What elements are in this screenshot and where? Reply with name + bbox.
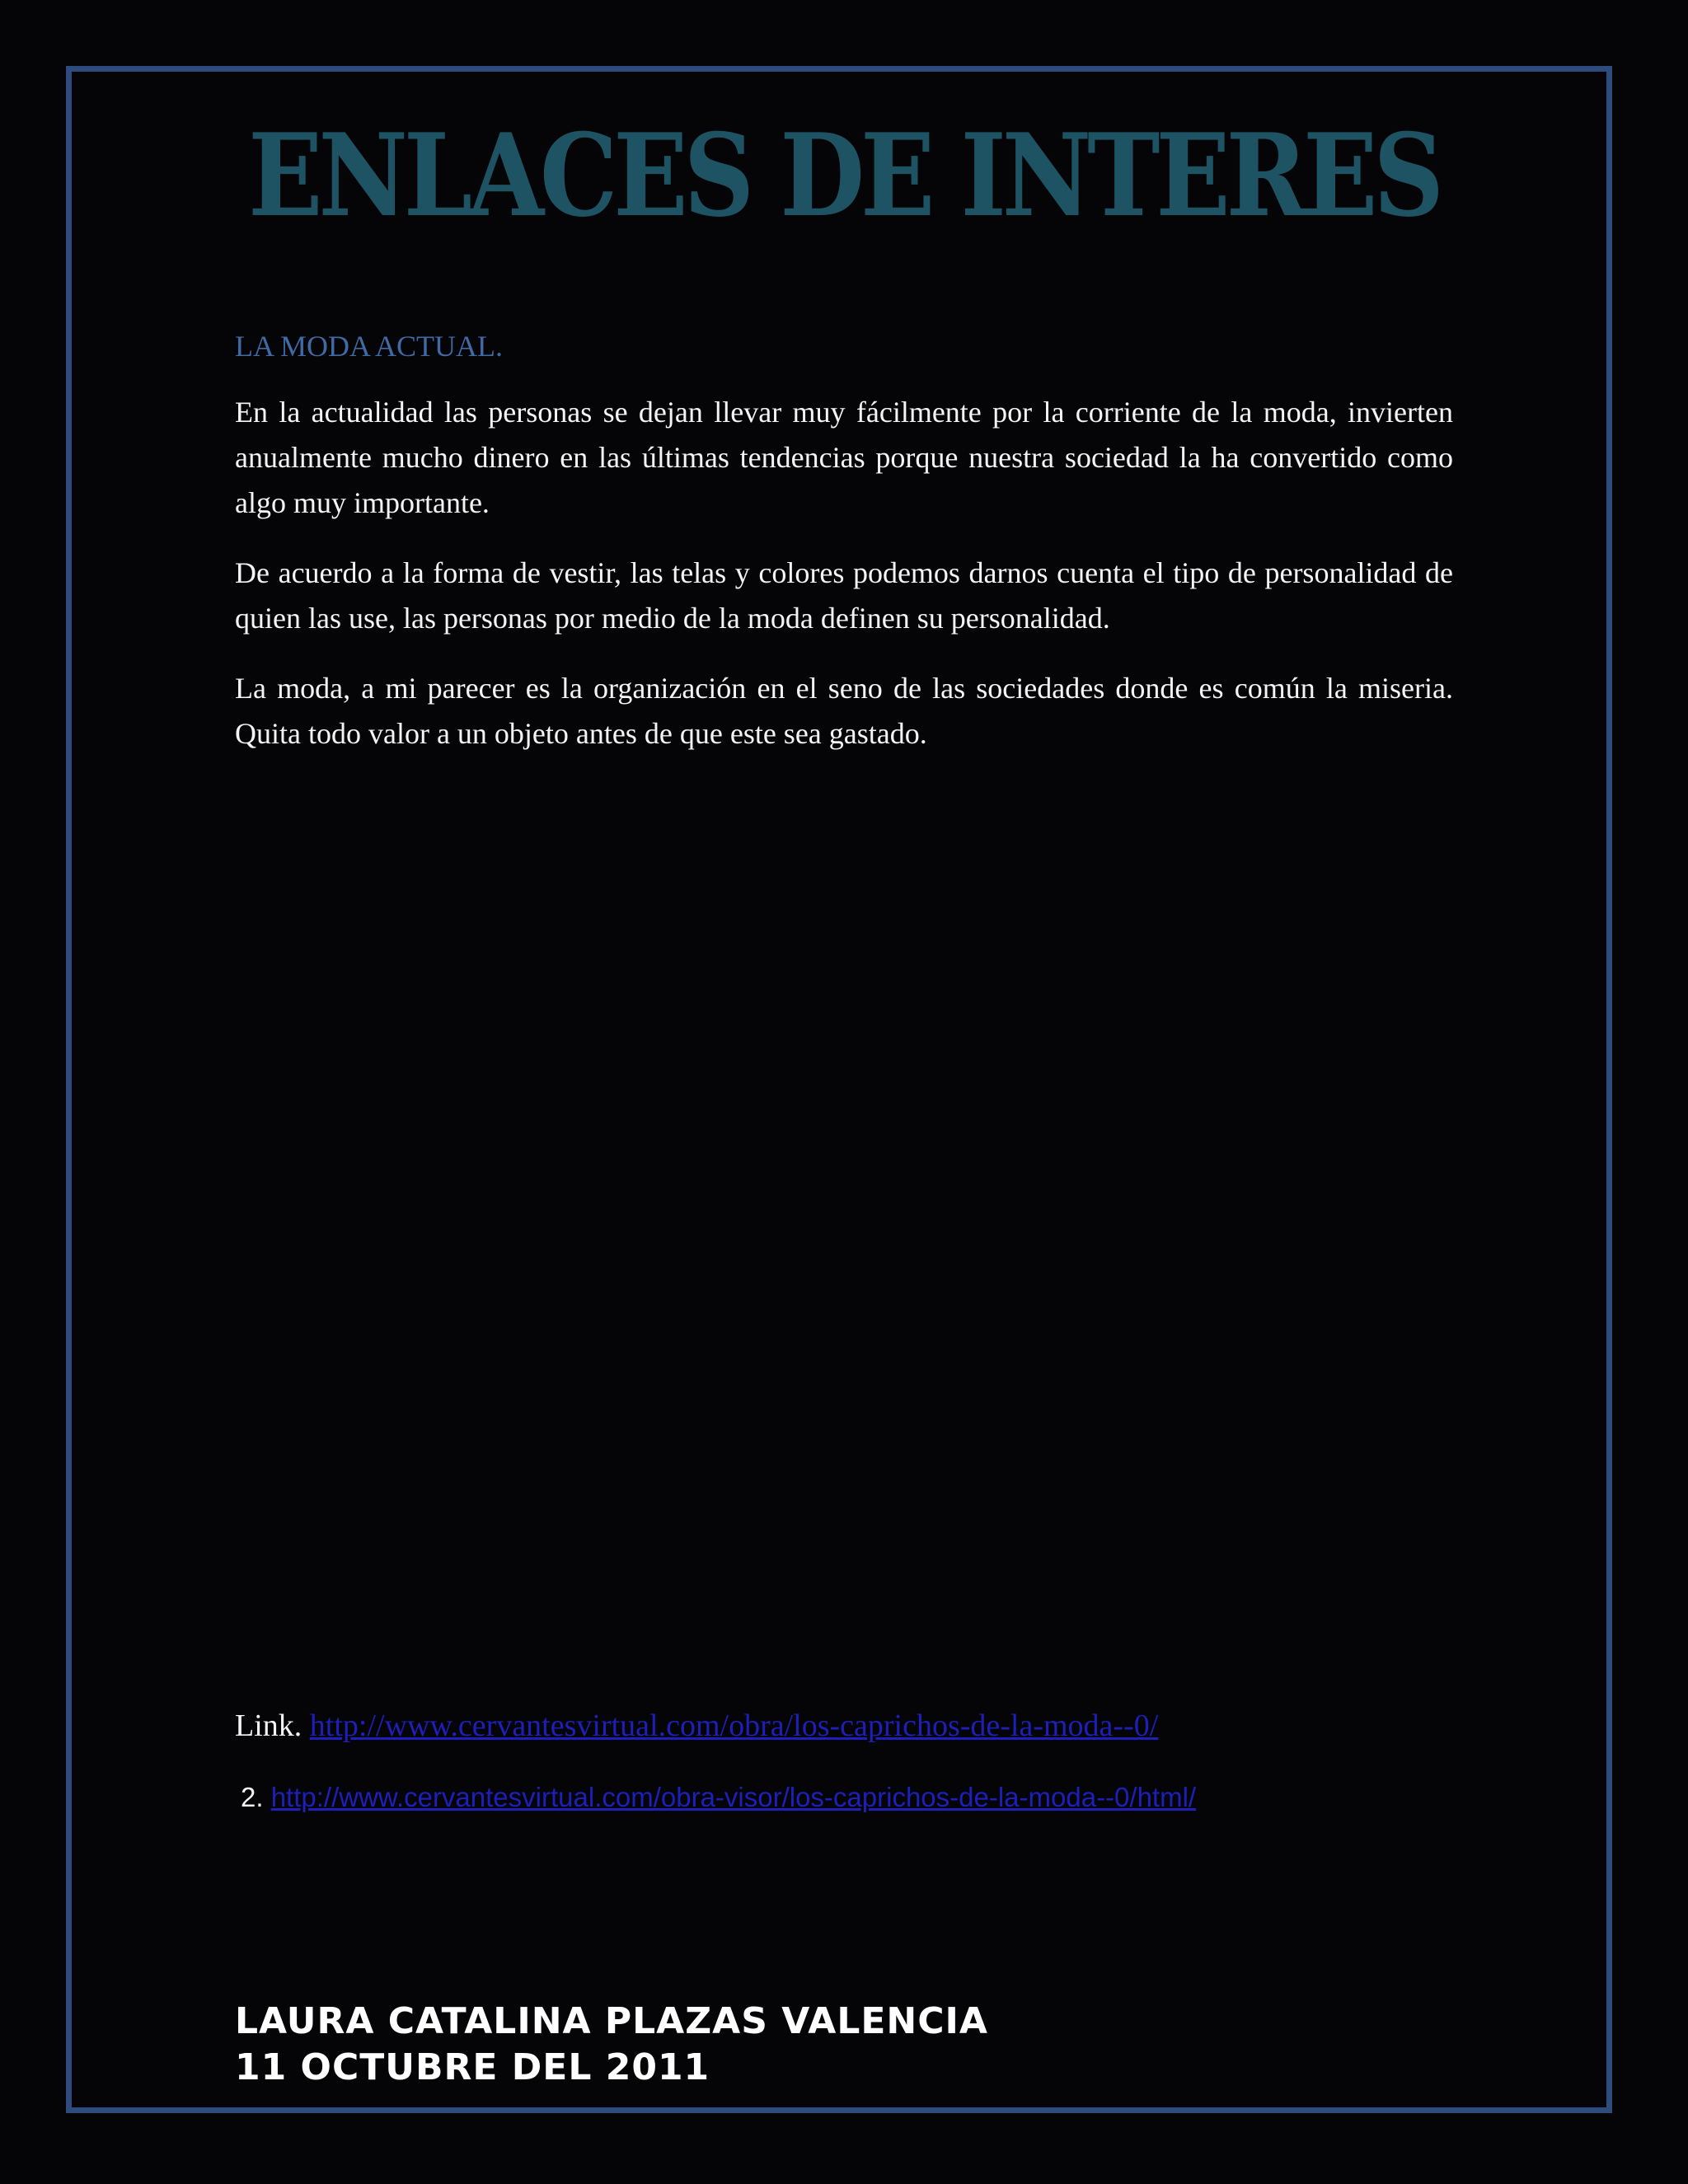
author-name: LAURA CATALINA PLAZAS VALENCIA (235, 2000, 988, 2042)
footer-signature (235, 1999, 988, 2091)
page-title: ENLACES DE INTERES (248, 108, 1440, 242)
footer-date: 11 OCTUBRE DEL 2011 (235, 2046, 710, 2088)
section-heading: LA MODA ACTUAL. (235, 330, 504, 363)
link-prefix-1: Link. (235, 1708, 310, 1743)
link-line-2 (241, 1779, 1196, 1816)
paragraph-1: En la actualidad las personas se dejan llevar muy fácilmente por la corriente de la moda, invierten anualmente mucho dinero en las últimas tendencias porque nuestra sociedad la ha convertido como algo muy importante. (235, 396, 1453, 519)
cervantes-link-2[interactable]: http://www.cervantesvirtual.com/obra-visor/los-caprichos-de-la-moda--0/html/ (270, 1782, 1197, 1812)
paragraph-3: La moda, a mi parecer es la organización en el seno de las sociedades donde es común la miseria. Quita todo valor a un objeto antes de que este sea gastado. (235, 672, 1453, 750)
cervantes-link-1[interactable]: http://www.cervantesvirtual.com/obra/los-caprichos-de-la-moda--0/ (309, 1708, 1159, 1743)
paragraph-2: De acuerdo a la forma de vestir, las telas y colores podemos darnos cuenta el tipo de personalidad de quien las use, las personas por medio de la moda definen su personalidad. (235, 556, 1453, 635)
link-prefix-2: 2. (241, 1782, 271, 1812)
link-line-1 (235, 1704, 1158, 1747)
main-content (235, 326, 1453, 781)
